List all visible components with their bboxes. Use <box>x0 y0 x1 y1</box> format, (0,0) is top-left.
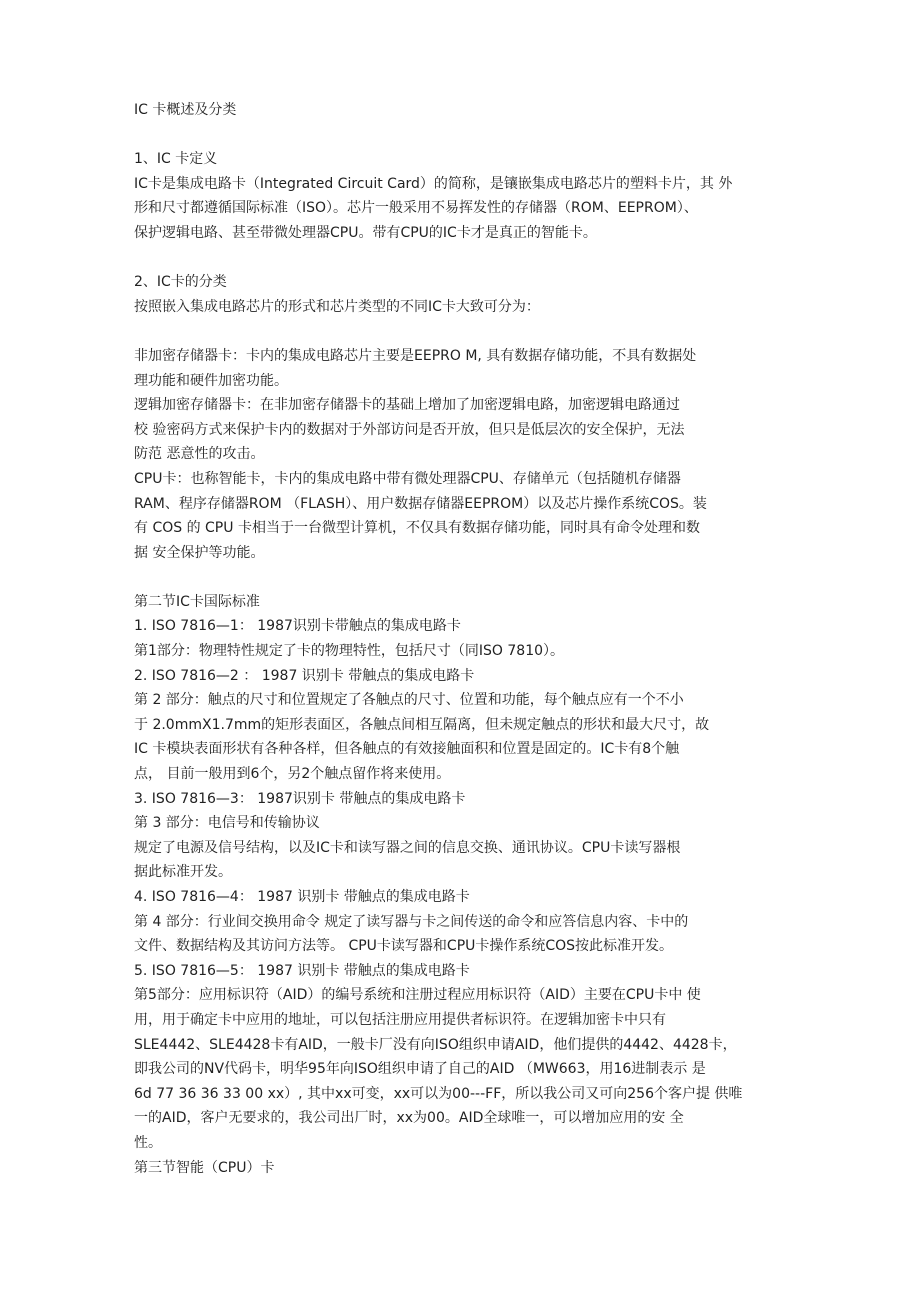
paragraph-line: 6d 77 36 36 33 00 xx）, 其中xx可变，xx可以为00---FF，所以我公司又可向256个客户提 供唯 <box>134 1085 743 1102</box>
paragraph-line: 性。 <box>134 1134 162 1151</box>
paragraph-line: 第 2 部分：触点的尺寸和位置规定了各触点的尺寸、位置和功能，每个触点应有一个不小 <box>134 692 684 709</box>
spacer <box>134 565 794 590</box>
paragraph-line: 按照嵌入集成电路芯片的形式和芯片类型的不同IC卡大致可分为： <box>134 298 540 315</box>
paragraph-line: 于 2.0mmX1.7mm的矩形表面区，各触点间相互隔离，但未规定触点的形状和最大尺寸，故 <box>134 716 710 733</box>
paragraph-line: 4. ISO 7816—4： 1987 识别卡 带触点的集成电路卡 <box>134 889 470 905</box>
paragraph-line: 形和尺寸都遵循国际标准（ISO）。芯片一般采用不易挥发性的存储器（ROM、EEPROM）、 <box>134 200 698 217</box>
paragraph-line: IC卡是集成电路卡（Integrated Circuit Card）的简称，是镶嵌集成电路芯片的塑料卡片，其 外 <box>134 175 733 192</box>
paragraph-line: 校 验密码方式来保护卡内的数据对于外部访问是否开放，但只是低层次的安全保护，无法 <box>134 421 685 438</box>
paragraph-line: 第5部分：应用标识符（AID）的编号系统和注册过程应用标识符（AID）主要在CPU卡中 使 <box>134 987 701 1004</box>
paragraph-line: 有 COS 的 CPU 卡相当于一台微型计算机，不仅具有数据存储功能，同时具有命令处理和数 <box>134 520 700 537</box>
paragraph-line: 规定了电源及信号结构，以及IC卡和读写器之间的信息交换、通讯协议。CPU卡读写器根 <box>134 839 681 856</box>
paragraph-line: 据 安全保护等功能。 <box>134 544 265 561</box>
paragraph-line: 一的AID，客户无要求的，我公司出厂时，xx为00。AID全球唯一，可以增加应用的安 全 <box>134 1110 684 1127</box>
paragraph-line: 第1部分：物理特性规定了卡的物理特性，包括尺寸（同ISO 7810）。 <box>134 643 565 660</box>
document-title: IC 卡概述及分类 <box>134 102 237 118</box>
section-3-heading: 第二节IC卡国际标准 <box>134 593 260 610</box>
section-1-heading: 1、IC 卡定义 <box>134 151 218 168</box>
section-4-heading: 第三节智能（CPU）卡 <box>134 1159 275 1176</box>
spacer <box>134 123 794 148</box>
spacer <box>134 319 794 344</box>
paragraph-line: 即我公司的NV代码卡，明华95年向ISO组织申请了自己的AID （MW663，用16进制表示 是 <box>134 1061 706 1078</box>
document-page <box>134 98 794 1180</box>
paragraph-line: 防范 恶意性的攻击。 <box>134 446 265 463</box>
paragraph-line: IC 卡模块表面形状有各种各样，但各触点的有效接触面积和位置是固定的。IC卡有8个触 <box>134 741 680 758</box>
paragraph-line: 第 4 部分：行业间交换用命令 规定了读写器与卡之间传送的命令和应答信息内容、卡中的 <box>134 913 689 930</box>
paragraph-line: 保护逻辑电路、甚至带微处理器CPU。带有CPU的IC卡才是真正的智能卡。 <box>134 224 597 241</box>
paragraph-line: 2. ISO 7816—2 ： 1987 识别卡 带触点的集成电路卡 <box>134 667 475 684</box>
paragraph-line: 逻辑加密存储器卡：在非加密存储器卡的基础上增加了加密逻辑电路，加密逻辑电路通过 <box>134 397 680 414</box>
section-2-heading: 2、IC卡的分类 <box>134 274 227 291</box>
spacer <box>134 246 794 271</box>
paragraph-line: 用，用于确定卡中应用的地址，可以包括注册应用提供者标识符。在逻辑加密卡中只有 <box>134 1011 666 1028</box>
paragraph-line: 非加密存储器卡：卡内的集成电路芯片主要是EEPRO M, 具有数据存储功能，不具有数据处 <box>134 347 697 364</box>
paragraph-line: 3. ISO 7816—3： 1987识别卡 带触点的集成电路卡 <box>134 790 466 807</box>
paragraph-line: 5. ISO 7816—5： 1987 识别卡 带触点的集成电路卡 <box>134 962 470 979</box>
paragraph-line: 文件、数据结构及其访问方法等。 CPU卡读写器和CPU卡操作系统COS按此标准开发。 <box>134 938 674 955</box>
paragraph-line: SLE4442、SLE4428卡有AID，一般卡厂没有向ISO组织申请AID，他们提供的4442、4428卡， <box>134 1036 737 1053</box>
paragraph-line: 1. ISO 7816—1： 1987识别卡带触点的集成电路卡 <box>134 618 461 635</box>
paragraph-line: 点， 目前一般用到6个，另2个触点留作将来使用。 <box>134 766 451 783</box>
paragraph-line: 理功能和硬件加密功能。 <box>134 372 288 389</box>
paragraph-line: 第 3 部分：电信号和传输协议 <box>134 815 320 832</box>
paragraph-line: RAM、程序存储器ROM （FLASH）、用户数据存储器EEPROM）以及芯片操作系统COS。装 <box>134 495 707 512</box>
paragraph-line: 据此标准开发。 <box>134 864 232 881</box>
paragraph-line: CPU卡：也称智能卡，卡内的集成电路中带有微处理器CPU、存储单元（包括随机存储器 <box>134 470 681 487</box>
